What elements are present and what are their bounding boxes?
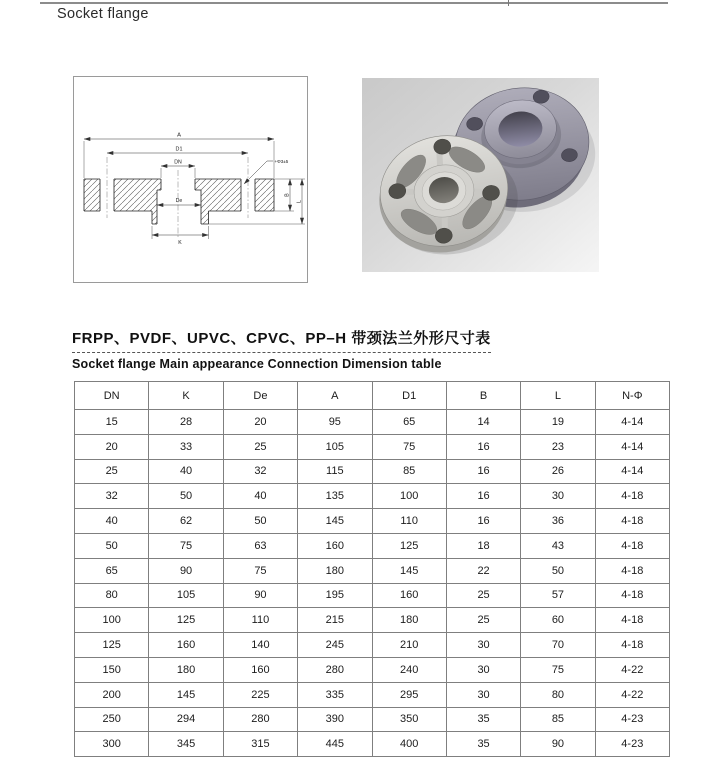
cell-de: 315 — [223, 732, 297, 757]
cell-b: 16 — [446, 459, 520, 484]
cell-a: 390 — [298, 707, 372, 732]
cell-b: 22 — [446, 558, 520, 583]
cell-k: 160 — [149, 633, 223, 658]
cell-de: 90 — [223, 583, 297, 608]
cell-k: 62 — [149, 509, 223, 534]
table-header-row — [75, 382, 670, 410]
table-header-cell: N-Φ — [595, 382, 669, 410]
dim-label-A: A — [177, 132, 181, 139]
table-header-cell: B — [446, 382, 520, 410]
cell-k: 33 — [149, 434, 223, 459]
cell-a: 95 — [298, 410, 372, 435]
section-title-english: Socket flange Main appearance Connection Dimension table — [72, 357, 442, 371]
cell-l: 70 — [521, 633, 595, 658]
cell-l: 90 — [521, 732, 595, 757]
cell-l: 60 — [521, 608, 595, 633]
cell-a: 160 — [298, 533, 372, 558]
cell-n-phi: 4-18 — [595, 509, 669, 534]
cell-d1: 125 — [372, 533, 446, 558]
cell-l: 85 — [521, 707, 595, 732]
table-row — [75, 633, 670, 658]
flange-photo-illustration — [362, 78, 599, 272]
cell-k: 294 — [149, 707, 223, 732]
cell-a: 445 — [298, 732, 372, 757]
cell-k: 28 — [149, 410, 223, 435]
cell-de: 20 — [223, 410, 297, 435]
cell-dn: 65 — [75, 558, 149, 583]
cell-l: 26 — [521, 459, 595, 484]
table-row — [75, 583, 670, 608]
dim-label-De: De — [175, 198, 183, 204]
cell-d1: 100 — [372, 484, 446, 509]
table-header-cell: D1 — [372, 382, 446, 410]
table-row — [75, 608, 670, 633]
cell-de: 50 — [223, 509, 297, 534]
cell-b: 25 — [446, 583, 520, 608]
cell-n-phi: 4-14 — [595, 459, 669, 484]
cell-k: 125 — [149, 608, 223, 633]
cell-k: 40 — [149, 459, 223, 484]
cell-b: 25 — [446, 608, 520, 633]
cell-b: 14 — [446, 410, 520, 435]
cell-b: 16 — [446, 509, 520, 534]
table-row — [75, 459, 670, 484]
dim-label-B: B — [284, 193, 291, 197]
cell-k: 75 — [149, 533, 223, 558]
cell-l: 50 — [521, 558, 595, 583]
cell-dn: 125 — [75, 633, 149, 658]
table-row — [75, 410, 670, 435]
cell-n-phi: 4-14 — [595, 410, 669, 435]
table-row — [75, 434, 670, 459]
cell-b: 30 — [446, 682, 520, 707]
cell-d1: 65 — [372, 410, 446, 435]
cell-d1: 295 — [372, 682, 446, 707]
table-header-cell: De — [223, 382, 297, 410]
cell-a: 280 — [298, 657, 372, 682]
cell-de: 140 — [223, 633, 297, 658]
cell-de: 32 — [223, 459, 297, 484]
flange-cross-section-drawing — [74, 77, 307, 282]
top-horizontal-rule — [40, 2, 668, 4]
cell-dn: 250 — [75, 707, 149, 732]
cell-d1: 75 — [372, 434, 446, 459]
cell-n-phi: 4-18 — [595, 633, 669, 658]
cell-a: 335 — [298, 682, 372, 707]
cell-dn: 15 — [75, 410, 149, 435]
cell-a: 215 — [298, 608, 372, 633]
table-row — [75, 732, 670, 757]
cell-de: 225 — [223, 682, 297, 707]
cell-n-phi: 4-18 — [595, 608, 669, 633]
cell-n-phi: 4-23 — [595, 732, 669, 757]
cell-l: 19 — [521, 410, 595, 435]
cell-de: 40 — [223, 484, 297, 509]
table-row — [75, 682, 670, 707]
section-title-chinese: FRPP、PVDF、UPVC、CPVC、PP–H 带颈法兰外形尺寸表 — [72, 327, 491, 353]
dimension-table — [74, 381, 670, 757]
cell-dn: 20 — [75, 434, 149, 459]
cell-n-phi: 4-18 — [595, 558, 669, 583]
cell-dn: 150 — [75, 657, 149, 682]
cell-dn: 200 — [75, 682, 149, 707]
table-header-cell: K — [149, 382, 223, 410]
table-row — [75, 657, 670, 682]
cell-b: 30 — [446, 633, 520, 658]
cell-d1: 240 — [372, 657, 446, 682]
section-heading — [72, 327, 491, 371]
cell-a: 180 — [298, 558, 372, 583]
cell-d1: 180 — [372, 608, 446, 633]
dim-label-K: K — [178, 240, 182, 246]
cell-de: 63 — [223, 533, 297, 558]
cell-l: 30 — [521, 484, 595, 509]
cell-l: 36 — [521, 509, 595, 534]
hole-note: +Φ3±5 — [274, 159, 289, 164]
cell-dn: 50 — [75, 533, 149, 558]
table-header-cell: A — [298, 382, 372, 410]
cell-d1: 160 — [372, 583, 446, 608]
cell-b: 16 — [446, 484, 520, 509]
cell-b: 18 — [446, 533, 520, 558]
cell-n-phi: 4-18 — [595, 533, 669, 558]
cell-l: 43 — [521, 533, 595, 558]
cell-k: 145 — [149, 682, 223, 707]
table-row — [75, 484, 670, 509]
table-row — [75, 509, 670, 534]
top-rule-tick — [508, 0, 509, 6]
dim-label-D1: D1 — [175, 146, 183, 153]
cell-b: 30 — [446, 657, 520, 682]
dimension-table-head — [75, 382, 670, 410]
table-row — [75, 707, 670, 732]
cell-a: 105 — [298, 434, 372, 459]
cell-k: 50 — [149, 484, 223, 509]
cell-d1: 85 — [372, 459, 446, 484]
table-row — [75, 533, 670, 558]
cell-k: 180 — [149, 657, 223, 682]
cell-a: 145 — [298, 509, 372, 534]
cell-l: 80 — [521, 682, 595, 707]
cell-de: 25 — [223, 434, 297, 459]
cell-d1: 350 — [372, 707, 446, 732]
cell-n-phi: 4-14 — [595, 434, 669, 459]
cell-n-phi: 4-23 — [595, 707, 669, 732]
cell-l: 57 — [521, 583, 595, 608]
page-title: Socket flange — [57, 6, 149, 22]
cell-dn: 32 — [75, 484, 149, 509]
cell-a: 135 — [298, 484, 372, 509]
cell-de: 110 — [223, 608, 297, 633]
cell-b: 16 — [446, 434, 520, 459]
dimension-table-body — [75, 410, 670, 757]
cell-de: 75 — [223, 558, 297, 583]
cell-n-phi: 4-18 — [595, 583, 669, 608]
cell-a: 195 — [298, 583, 372, 608]
cell-a: 245 — [298, 633, 372, 658]
cell-d1: 400 — [372, 732, 446, 757]
dim-label-DN: DN — [174, 159, 182, 166]
cell-n-phi: 4-22 — [595, 657, 669, 682]
cell-b: 35 — [446, 732, 520, 757]
cell-l: 23 — [521, 434, 595, 459]
cell-n-phi: 4-22 — [595, 682, 669, 707]
cell-dn: 25 — [75, 459, 149, 484]
technical-drawing-box — [73, 76, 308, 283]
cell-d1: 210 — [372, 633, 446, 658]
cell-k: 105 — [149, 583, 223, 608]
dim-label-L: L — [296, 200, 303, 203]
table-header-cell: L — [521, 382, 595, 410]
cell-dn: 40 — [75, 509, 149, 534]
product-photo — [362, 78, 599, 272]
cell-a: 115 — [298, 459, 372, 484]
cell-dn: 80 — [75, 583, 149, 608]
cell-l: 75 — [521, 657, 595, 682]
cell-b: 35 — [446, 707, 520, 732]
table-row — [75, 558, 670, 583]
cell-n-phi: 4-18 — [595, 484, 669, 509]
cell-de: 280 — [223, 707, 297, 732]
table-header-cell: DN — [75, 382, 149, 410]
cell-d1: 110 — [372, 509, 446, 534]
cell-de: 160 — [223, 657, 297, 682]
cell-d1: 145 — [372, 558, 446, 583]
cell-k: 345 — [149, 732, 223, 757]
bore-socket — [157, 190, 201, 224]
cell-dn: 100 — [75, 608, 149, 633]
cell-dn: 300 — [75, 732, 149, 757]
cell-k: 90 — [149, 558, 223, 583]
